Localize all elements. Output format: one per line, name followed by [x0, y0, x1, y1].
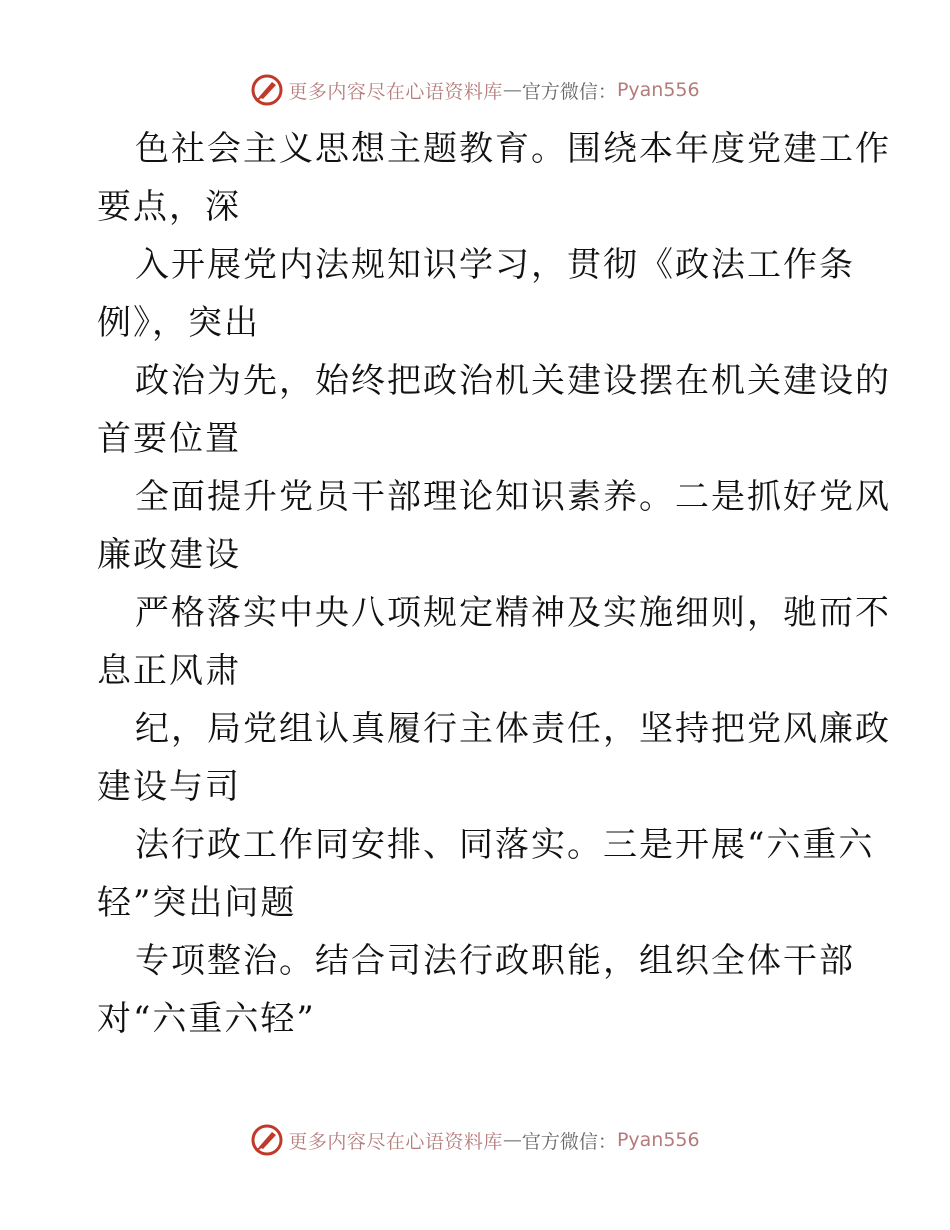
document-body: [97, 120, 891, 1048]
watermark-wechat-id: Pyan556: [616, 79, 700, 101]
text-line: 首要位置: [97, 419, 241, 459]
text-line: 例》，突出: [97, 303, 260, 343]
watermark-wechat-label: 官方微信：: [521, 1130, 617, 1153]
text-line: 专项整治。结合司法行政职能，组织全体干部: [135, 941, 855, 981]
quill-logo-icon: [250, 1123, 284, 1157]
text-line: 全面提升党员干部理论知识素养。二是抓好党风: [135, 477, 891, 517]
quill-logo-icon: [250, 73, 284, 107]
text-line: 纪，局党组认真履行主体责任，坚持把党风廉政: [135, 709, 891, 749]
text-line: 严格落实中央八项规定精神及实施细则，驰而不: [135, 593, 891, 633]
text-line: 建设与司: [97, 767, 241, 807]
watermark-dash: —: [502, 79, 522, 101]
text-line: 轻”突出问题: [97, 883, 297, 923]
watermark-site-text: 更多内容尽在心语资料库: [288, 80, 503, 103]
text-line: 要点，深: [97, 187, 241, 227]
watermark-wechat-id: Pyan556: [616, 1129, 700, 1151]
text-line: 色社会主义思想主题教育。围绕本年度党建工作: [135, 129, 891, 169]
footer-watermark: [0, 1120, 950, 1160]
text-line: 法行政工作同安排、同落实。三是开展“六重六: [135, 825, 875, 865]
watermark-dash: —: [502, 1129, 522, 1151]
text-line: 对“六重六轻”: [97, 999, 316, 1039]
text-line: 息正风肃: [97, 651, 241, 691]
header-watermark: [0, 70, 950, 110]
text-line: 入开展党内法规知识学习，贯彻《政法工作条: [135, 245, 855, 285]
text-line: 廉政建设: [97, 535, 241, 575]
watermark-site-text: 更多内容尽在心语资料库: [288, 1130, 503, 1153]
text-line: 政治为先，始终把政治机关建设摆在机关建设的: [135, 361, 891, 401]
watermark-wechat-label: 官方微信：: [521, 80, 617, 103]
